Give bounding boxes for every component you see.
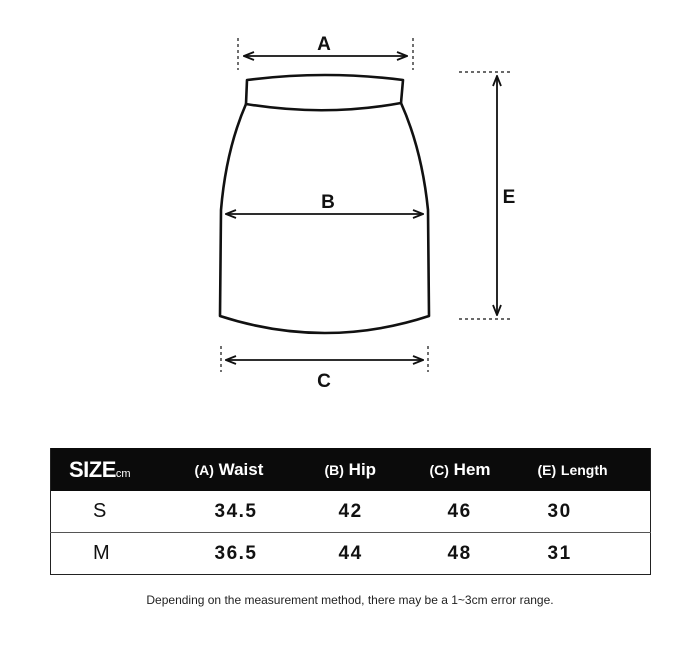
label-a: A xyxy=(317,34,331,55)
table-row xyxy=(51,491,651,533)
header-hem-label: Hem xyxy=(453,459,491,479)
header-hip xyxy=(301,448,406,491)
length-dimension xyxy=(459,72,515,319)
hem-dimension xyxy=(221,346,428,392)
label-c: C xyxy=(317,371,331,392)
size-table xyxy=(50,448,651,575)
header-size-word: SIZE xyxy=(69,456,116,482)
table-header-row xyxy=(51,448,651,491)
header-unit: cm xyxy=(115,467,131,480)
size-cell: S xyxy=(51,491,181,533)
header-hip-label: Hip xyxy=(348,459,377,479)
waist-cell: 36.5 xyxy=(181,533,301,575)
measurement-note: Depending on the measurement method, there may be a 1~3cm error range. xyxy=(146,593,554,607)
header-length xyxy=(516,448,651,491)
header-hem-prefix: (C) xyxy=(429,461,449,478)
waist-dimension xyxy=(238,34,413,70)
header-waist-label: Waist xyxy=(218,459,264,479)
hip-cell: 44 xyxy=(301,533,406,575)
size-cell: M xyxy=(51,533,181,575)
label-e: E xyxy=(502,187,516,208)
hip-cell: 42 xyxy=(301,491,406,533)
header-length-label: Length xyxy=(560,461,608,478)
header-waist-prefix: (A) xyxy=(194,461,214,478)
hem-cell: 48 xyxy=(406,533,516,575)
skirt-body xyxy=(220,103,429,333)
label-b: B xyxy=(321,192,335,213)
waist-cell: 34.5 xyxy=(181,491,301,533)
header-waist xyxy=(181,448,301,491)
waistband xyxy=(246,75,403,110)
header-size xyxy=(51,448,181,491)
length-cell: 31 xyxy=(516,533,651,575)
length-cell: 30 xyxy=(516,491,651,533)
header-length-prefix: (E) xyxy=(537,461,557,478)
hem-cell: 46 xyxy=(406,491,516,533)
header-hem xyxy=(406,448,516,491)
header-hip-prefix: (B) xyxy=(324,461,344,478)
hip-dimension xyxy=(226,192,423,214)
table-row xyxy=(51,533,651,575)
